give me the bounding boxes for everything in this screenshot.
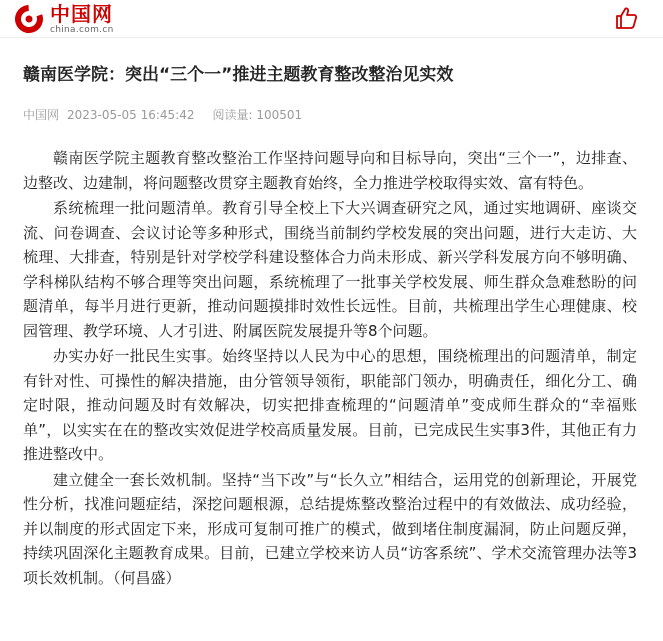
logo-wordmark [50, 1, 114, 35]
article-paragraph: 建立健全一套长效机制。坚持“当下改”与“长久立”相结合，运用党的创新理论，开展党性分析，找准问题症结，深挖问题根源，总结提炼整改整治过程中的有效做法、成功经验，并以制度的形式固定下来，形成可复制可推广的模式，做到堵住制度漏洞，防止问题反弹，持续巩固深化主题教育成果。目前，已建立学校来访人员“访客系统”、学术交流管理办法等3项长效机制。（何昌盛） [23, 470, 637, 587]
article-meta [23, 106, 302, 124]
article-title: 赣南医学院：突出“三个一”推进主题教育整改整治见实效 [23, 65, 454, 85]
site-logo[interactable] [14, 3, 114, 35]
site-header [0, 0, 663, 38]
article-paragraph: 系统梳理一批问题清单。教育引导全校上下大兴调查研究之风，通过实地调研、座谈交流、问卷调查、会议讨论等多种形式，围绕当前制约学校发展的突出问题，进行大走访、大梳理、大排查，特别是针对学校学科建设整体合力尚未形成、新兴学科发展方向不够明确、学科梯队结构不够合理等突出问题，系统梳理了一批事关学校发展、师生群众急难愁盼的问题清单，每半月进行更新，推动问题摸排时效性长远性。目前，共梳理出学生心理健康、校园管理、教学环境、人才引进、附属医院发展提升等8个问题。 [23, 199, 637, 340]
like-button[interactable] [613, 5, 639, 31]
thumbs-up-icon [613, 16, 639, 35]
article-paragraph: 办实办好一批民生实事。始终坚持以人民为中心的思想，围绕梳理出的问题清单，制定有针对性、可操性的解决措施，由分管领导领衔，职能部门领办，明确责任，细化分工、确定时限，推动问题及时有效解决，切实把排查梳理的“问题清单”变成师生群众的“幸福账单”，以实实在在的整改实效促进学校高质量发展。目前，已完成民生实事3件，其他正有力推进整改中。 [23, 347, 637, 463]
article-views: 阅读量: 100501 [212, 108, 303, 122]
china-net-logo-icon [14, 4, 44, 34]
article-datetime: 2023-05-05 16:45:42 [67, 108, 195, 122]
article-source: 中国网 [23, 108, 60, 122]
article-body [23, 146, 637, 591]
logo-chinese-text: 中国网 [50, 1, 113, 26]
logo-domain-text: china.com.cn [50, 24, 114, 35]
article-paragraph: 赣南医学院主题教育整改整治工作坚持问题导向和目标导向，突出“三个一”，边排查、边整改、边建制，将问题整改贯穿主题教育始终，全力推进学校取得实效、富有特色。 [23, 149, 637, 192]
